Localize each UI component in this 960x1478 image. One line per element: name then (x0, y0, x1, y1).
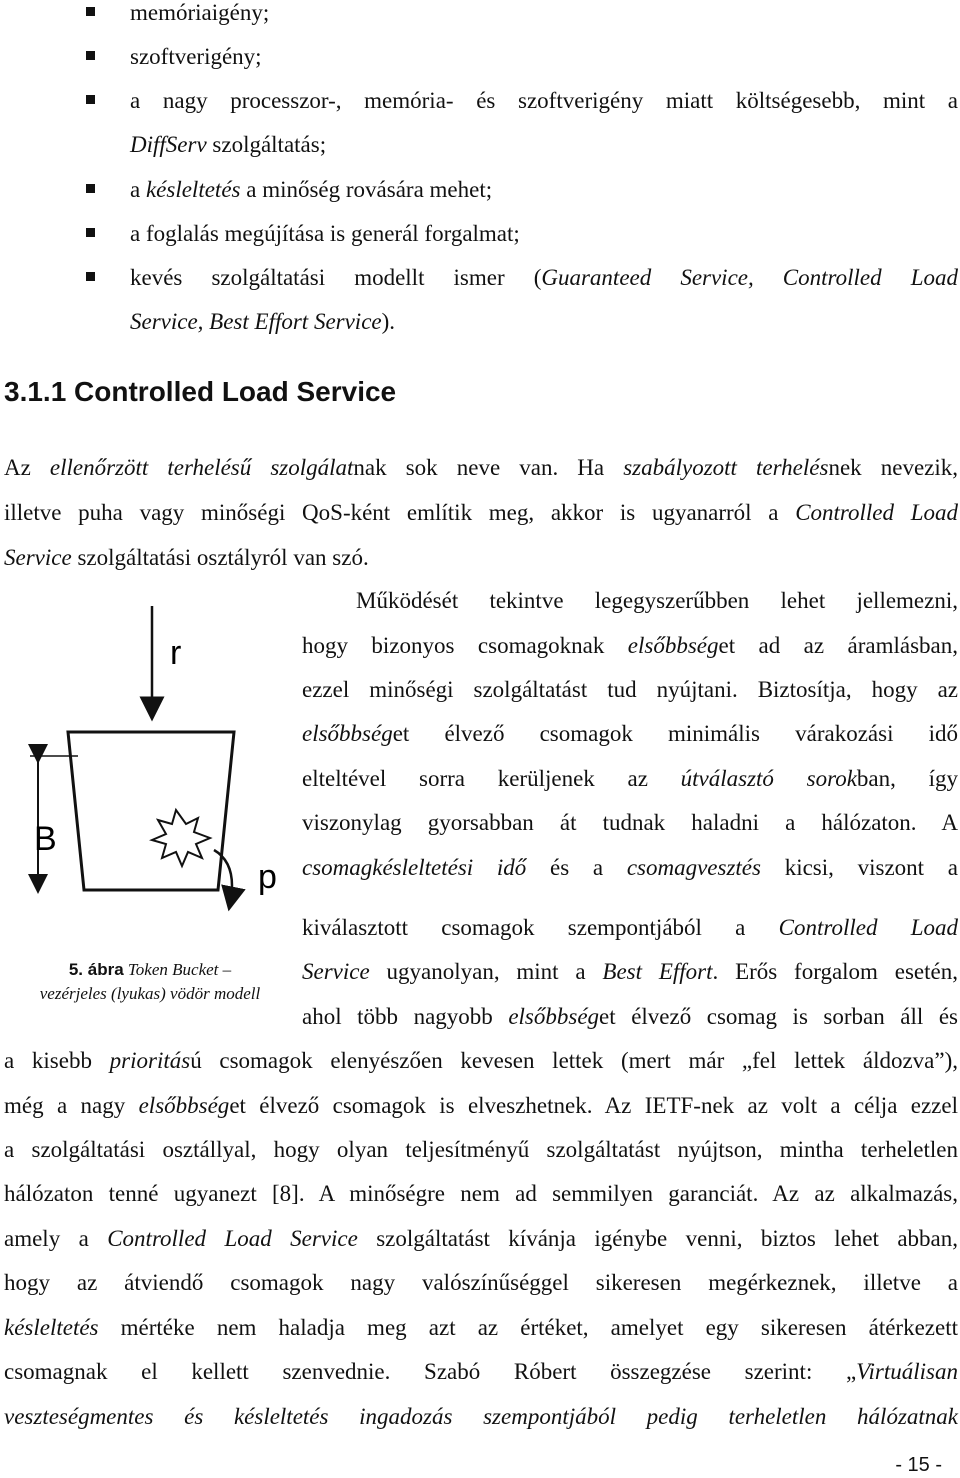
italic-text: csomagkésleltetési idő (302, 855, 527, 880)
text-run: szolgáltatási osztályról van szó. (71, 545, 369, 570)
text-line (302, 1004, 958, 1030)
italic-text: Service (4, 545, 72, 570)
text-run: a (130, 177, 146, 202)
italic-text: Guaranteed Service, Controlled Load (541, 265, 958, 290)
bullet-marker (86, 184, 95, 193)
text-line (302, 633, 958, 659)
text-run: kiválasztott csomagok szempontjából a (302, 915, 779, 940)
text-run: hogy az átviendő csomagok nagy valószínűséggel sikeresen megérkeznek, illetve a (4, 1270, 958, 1295)
text-run: Az (4, 455, 50, 480)
page-number: - 15 - (895, 1454, 942, 1476)
text-run: mértéke nem haladja meg azt az értéket, amelyet egy sikeresen átérkezett (98, 1315, 958, 1340)
text-run: ahol több nagyobb (302, 1004, 509, 1029)
text-run: ugyanolyan, mint a (369, 959, 603, 984)
italic-text: Service, Best Effort Service (130, 309, 382, 334)
text-run: hálózaton tenné ugyanezt [8]. A minőségre nem ad semmilyen garanciát. Az az alkalmazás, (4, 1181, 958, 1206)
bullet-item (130, 177, 492, 203)
italic-text: prioritás (109, 1048, 191, 1073)
bullet-marker (86, 272, 95, 281)
text-line (4, 500, 958, 526)
text-run: kevés szolgáltatási modellt ismer ( (130, 265, 542, 290)
bullet-item (130, 44, 262, 70)
bullet-marker (86, 51, 95, 60)
bullet-item (130, 0, 269, 26)
text-line (4, 1270, 958, 1296)
output-arrow (214, 850, 232, 904)
italic-text: késleltetés (145, 177, 241, 202)
text-line (4, 545, 369, 571)
text-run: et élvező csomag is sorban áll és (599, 1004, 958, 1029)
text-line (302, 766, 958, 792)
bullet-item (130, 221, 520, 247)
text-run: ú csomagok elenyészően kevesen lettek (mert már „fel lettek áldozva”), (190, 1048, 958, 1073)
bullet-marker (86, 95, 95, 104)
leak-burst-icon (152, 810, 210, 866)
text-line (302, 915, 958, 941)
text-run: és a (526, 855, 627, 880)
text-run: elteltével sorra kerüljenek az (302, 766, 681, 791)
italic-text: Controlled Load (778, 915, 958, 940)
text-run: hogy bizonyos csomagoknak (302, 633, 628, 658)
italic-text: Controlled Load Service (107, 1226, 358, 1251)
italic-text: késleltetés (4, 1315, 99, 1340)
italic-text: csomagvesztés (626, 855, 761, 880)
text-run: ). (381, 309, 396, 334)
italic-text: Virtuálisan (856, 1359, 958, 1384)
text-run: memóriaigény; (130, 0, 270, 25)
text-run: viszonylag gyorsabban át tudnak haladni a hálózaton. A (302, 810, 958, 835)
text-run: ezzel minőségi szolgáltatást tud nyújtani. Biztosítja, hogy az (302, 677, 958, 702)
text-line (4, 1315, 958, 1341)
text-run: nek nevezik, (828, 455, 958, 480)
text-run: szoftverigény; (130, 44, 262, 69)
text-line (4, 1048, 958, 1074)
section-heading: 3.1.1 Controlled Load Service (4, 376, 397, 407)
italic-text: útválasztó sorok (680, 766, 857, 791)
text-run: csomagnak el kellett szenvednie. Szabó Róbert összegzése szerint: „ (4, 1359, 857, 1384)
text-line (4, 455, 958, 481)
text-run: et élvező csomagok is elveszhetnek. Az IETF-nek az volt a célja ezzel (229, 1093, 958, 1118)
italic-text: Best Effort (602, 959, 713, 984)
text-line (4, 1181, 958, 1207)
bullet-marker (86, 7, 95, 16)
bullet-item-continued (130, 132, 326, 158)
text-run: a minőség rovására mehet; (240, 177, 493, 202)
text-run: et ad az áramlásban, (718, 633, 958, 658)
caption-text: Token Bucket – (123, 960, 232, 979)
text-line (302, 677, 958, 703)
text-line (356, 588, 958, 614)
italic-text: elsőbbség (627, 633, 719, 658)
text-run: . Erős forgalom esetén, (712, 959, 958, 984)
text-run: szolgáltatás; (206, 132, 327, 157)
bullet-marker (86, 228, 95, 237)
italic-text: elsőbbség (302, 721, 393, 746)
bullet-item (130, 265, 958, 291)
text-line (302, 959, 958, 985)
text-line (4, 1137, 958, 1163)
text-line (302, 721, 958, 747)
token-bucket-diagram (0, 592, 300, 922)
bucket-shape (68, 732, 234, 890)
text-run: a nagy processzor-, memória- és szoftverigény miatt költségesebb, mint a (130, 88, 958, 113)
caption-text: vezérjeles (lyukas) vödör modell (39, 984, 261, 1003)
text-line (4, 1226, 958, 1252)
italic-text: elsőbbség (508, 1004, 600, 1029)
italic-text: ellenőrzött terhelésű szolgálat (49, 455, 354, 480)
text-run: et élvező csomagok minimális várakozási idő (392, 721, 958, 746)
text-run: ban, így (856, 766, 958, 791)
italic-text: DiffServ (130, 132, 207, 157)
italic-text: Service (302, 959, 370, 984)
text-run: a foglalás megújítása is generál forgalmat; (130, 221, 520, 246)
text-line (302, 810, 958, 836)
italic-text: veszteségmentes és késleltetés ingadozás szempontjából pedig terheletlen hálózatnak (4, 1404, 958, 1429)
italic-text: elsőbbség (138, 1093, 230, 1118)
text-line (302, 855, 958, 881)
text-run: szolgáltatást kívánja igénybe venni, biztos lehet abban, (357, 1226, 958, 1251)
text-run: a szolgáltatási osztállyal, hogy olyan teljesítményű szolgáltatást nyújtson, mintha terheletlen (4, 1137, 958, 1162)
capacity-label: B (34, 820, 57, 858)
text-line (4, 1404, 958, 1430)
text-run: kicsi, viszont a (760, 855, 958, 880)
leak-label: p (258, 858, 277, 896)
italic-text: szabályozott terhelés (623, 455, 829, 480)
bullet-item-continued (130, 309, 395, 335)
text-run: a kisebb (4, 1048, 110, 1073)
text-line (4, 1093, 958, 1119)
text-run: Működését tekintve legegyszerűbben lehet jellemezni, (356, 588, 958, 613)
text-line (4, 1359, 958, 1385)
caption-number: 5. ábra (68, 960, 124, 979)
text-run: még a nagy (4, 1093, 139, 1118)
text-run: amely a (4, 1226, 108, 1251)
text-run: illetve puha vagy minőségi QoS-ként említik meg, akkor is ugyanarról a (4, 500, 796, 525)
italic-text: Controlled Load (795, 500, 959, 525)
text-run: nak sok neve van. Ha (353, 455, 624, 480)
bullet-item (130, 88, 958, 114)
figure-caption (0, 958, 300, 1006)
rate-label: r (170, 634, 182, 672)
